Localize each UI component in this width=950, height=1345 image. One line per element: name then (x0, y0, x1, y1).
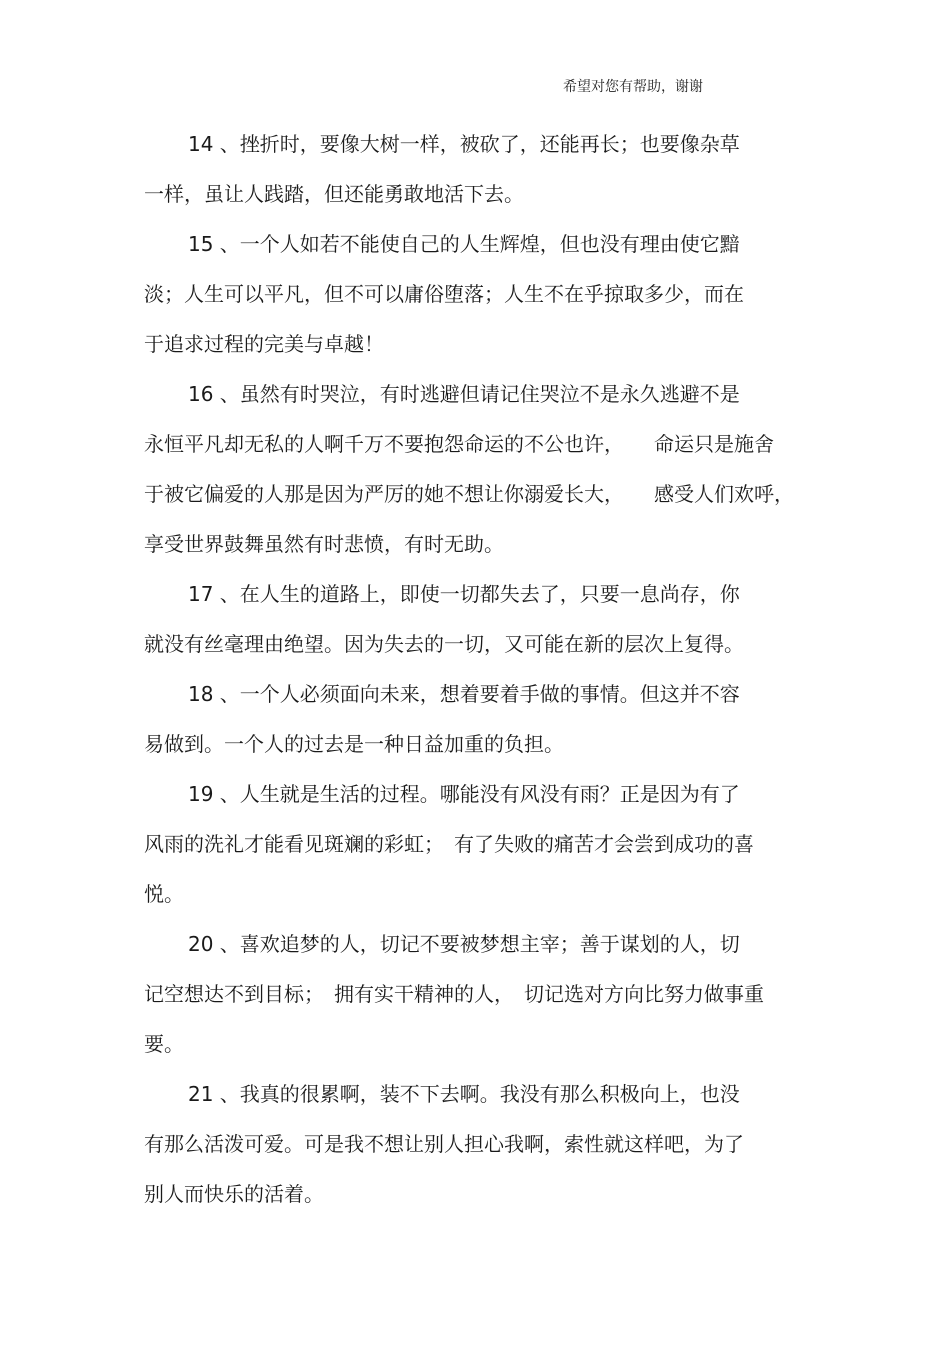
header-note: 希望对您有帮助，谢谢 (563, 79, 703, 95)
paragraph-16-line-3: 于被它偏爱的人那是因为严厉的她不想让你溺爱长大， 感受人们欢呼， (144, 482, 794, 506)
paragraph-20-line-1: 20 、喜欢追梦的人，切记不要被梦想主宰；善于谋划的人，切 (188, 932, 740, 956)
paragraph-15-line-2: 淡；人生可以平凡，但不可以庸俗堕落；人生不在乎掠取多少，而在 (144, 282, 744, 306)
paragraph-17-line-2: 就没有丝毫理由绝望。因为失去的一切，又可能在新的层次上复得。 (144, 632, 744, 656)
paragraph-21-line-3: 别人而快乐的活着。 (144, 1182, 324, 1206)
paragraph-14-line-2: 一样，虽让人践踏，但还能勇敢地活下去。 (144, 182, 524, 206)
paragraph-18-line-2: 易做到。一个人的过去是一种日益加重的负担。 (144, 732, 564, 756)
paragraph-20-line-3: 要。 (144, 1032, 184, 1056)
paragraph-19-line-3: 悦。 (144, 882, 184, 906)
paragraph-15-line-1: 15 、一个人如若不能使自己的人生辉煌，但也没有理由使它黯 (188, 232, 740, 256)
paragraph-19-line-2: 风雨的洗礼才能看见斑斓的彩虹； 有了失败的痛苦才会尝到成功的喜 (144, 832, 754, 856)
paragraph-21-line-2: 有那么活泼可爱。可是我不想让别人担心我啊，索性就这样吧，为了 (144, 1132, 744, 1156)
paragraph-14-line-1: 14 、挫折时，要像大树一样，被砍了，还能再长；也要像杂草 (188, 132, 740, 156)
paragraph-20-line-2: 记空想达不到目标； 拥有实干精神的人， 切记选对方向比努力做事重 (144, 982, 764, 1006)
paragraph-17-line-1: 17 、在人生的道路上，即使一切都失去了，只要一息尚存，你 (188, 582, 740, 606)
paragraph-21-line-1: 21 、我真的很累啊，装不下去啊。我没有那么积极向上，也没 (188, 1082, 740, 1106)
paragraph-16-line-2: 永恒平凡却无私的人啊千万不要抱怨命运的不公也许， 命运只是施舍 (144, 432, 774, 456)
paragraph-16-line-4: 享受世界鼓舞虽然有时悲愤，有时无助。 (144, 532, 504, 556)
paragraph-18-line-1: 18 、一个人必须面向未来，想着要着手做的事情。但这并不容 (188, 682, 740, 706)
paragraph-19-line-1: 19 、人生就是生活的过程。哪能没有风没有雨？正是因为有了 (188, 782, 740, 806)
paragraph-15-line-3: 于追求过程的完美与卓越！ (144, 332, 384, 356)
paragraph-16-line-1: 16 、虽然有时哭泣，有时逃避但请记住哭泣不是永久逃避不是 (188, 382, 740, 406)
